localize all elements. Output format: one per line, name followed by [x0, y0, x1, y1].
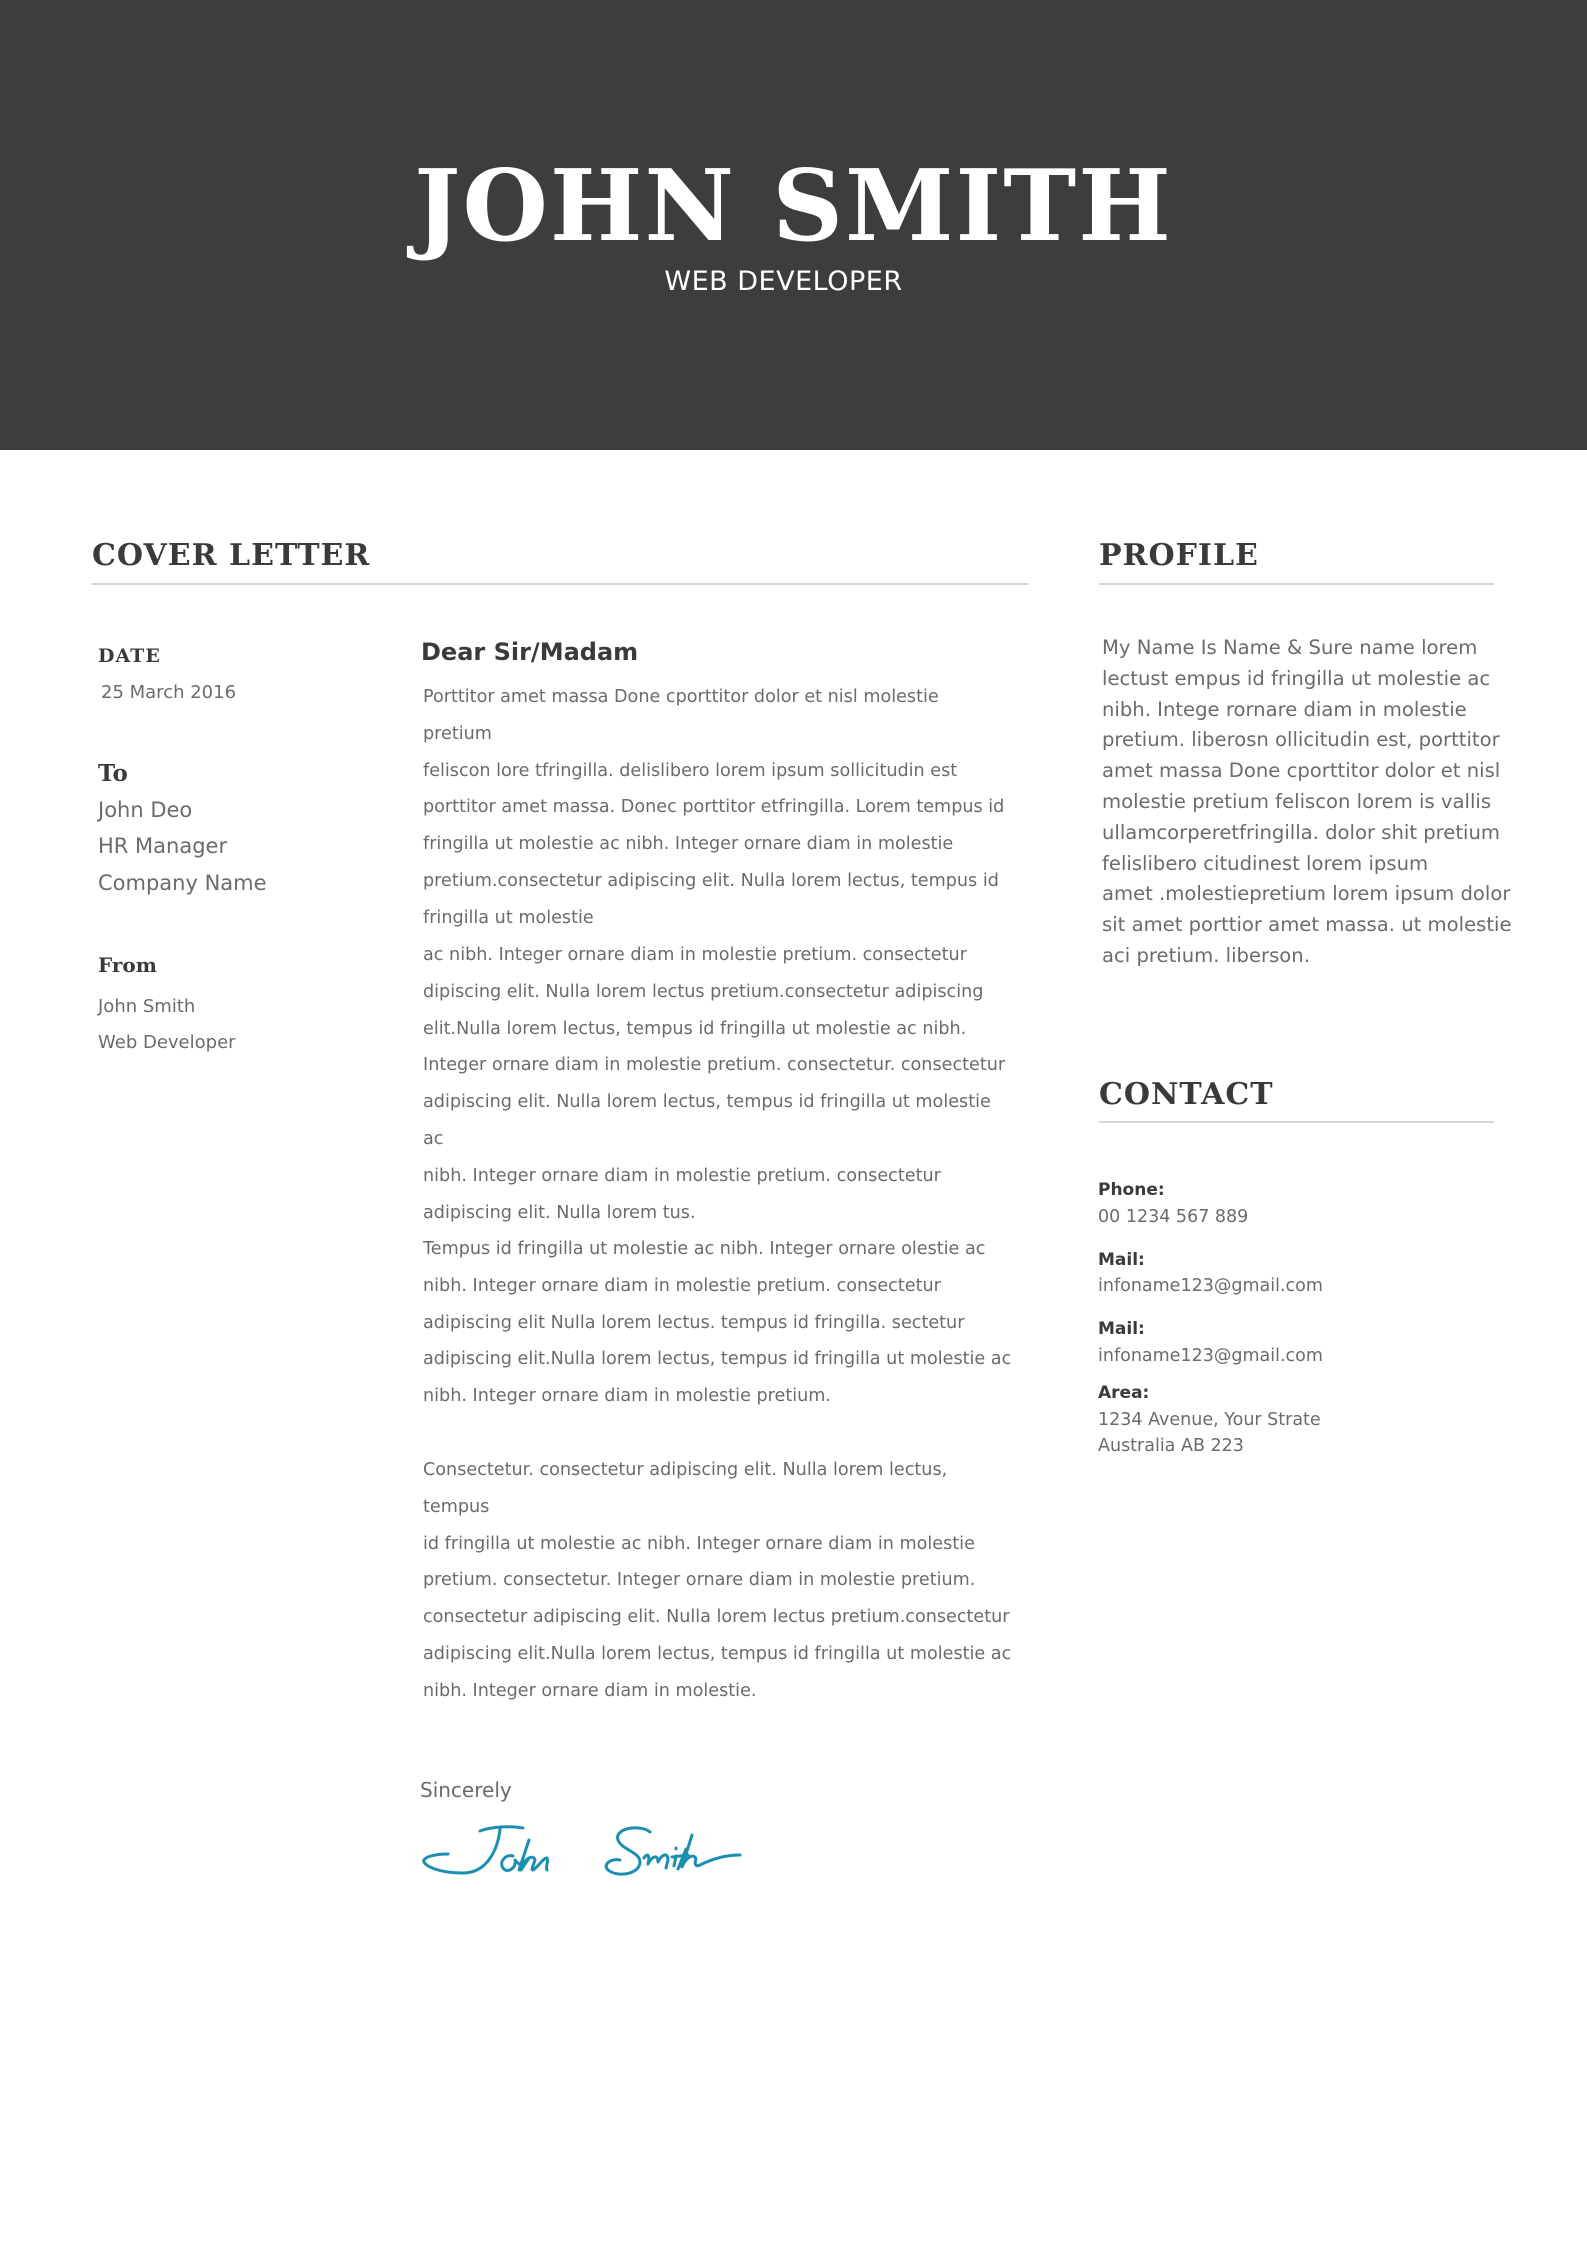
signature-image [418, 1818, 798, 1888]
from-name: John Smith [98, 996, 196, 1017]
profile-divider [1099, 583, 1494, 585]
applicant-name: JOHN SMITH [414, 149, 1173, 264]
to-label: To [98, 760, 128, 787]
date-value: 25 March 2016 [101, 682, 237, 703]
closing: Sincerely [420, 1778, 512, 1802]
contact-divider [1099, 1121, 1494, 1123]
letter-paragraph-1: Porttitor amet massa Done cporttitor dolor et nisl molestie pretium feliscon lore tfringilla. delislibero lorem ipsum sollicitudin est porttitor amet massa. Donec porttitor etfringilla. Lorem tempus id fringilla ut molestie ac nibh. Integer ornare diam in molestie pretium.consectetur adipiscing elit. Nulla lorem lectus, tempus id fringilla ut molestie [423, 687, 1005, 928]
header-banner [0, 0, 1587, 450]
signature-text: John Smith [418, 1818, 424, 1819]
phone-value: 00 1234 567 889 [1098, 1207, 1249, 1227]
profile-text: My Name Is Name & Sure name lorem lectust empus id fringilla ut molestie ac nibh. Intege rornare diam in molestie pretium. liberosn ollicitudin est, porttitor amet massa Done cporttitor dolor et nisl molestie pretium feliscon lorem is vallis ullamcorperetfringilla. dolor shit pretium felislibero citudinest lorem ipsum amet .molestiepretium lorem ipsum dolor sit amet porttior amet massa. ut molestie aci pretium. liberson. [1102, 636, 1512, 967]
area-label: Area: [1098, 1383, 1150, 1403]
mail-value-1: infoname123@gmail.com [1098, 1276, 1323, 1296]
cover-letter-title: COVER LETTER [92, 538, 371, 573]
letter-paragraph-2: ac nibh. Integer ornare diam in molestie pretium. consectetur dipiscing elit. Nulla lorem lectus pretium.consectetur adipiscing elit.Nulla lorem lectus, tempus id fringilla ut molestie ac nibh. Integer ornare diam in molestie pretium. consectetur. consectetur adipiscing elit. Nulla lorem lectus, tempus id fringilla ut molestie ac nibh. Integer ornare diam in molestie pretium. consectetur adipiscing elit. Nulla lorem tus. [423, 945, 1006, 1223]
mail-value-2: infoname123@gmail.com [1098, 1346, 1323, 1366]
date-label: DATE [98, 645, 161, 667]
salutation: Dear Sir/Madam [421, 638, 639, 666]
to-company: Company Name [98, 871, 267, 895]
from-label: From [98, 953, 157, 977]
profile-title: PROFILE [1099, 538, 1259, 573]
cover-letter-divider [92, 583, 1028, 585]
to-name: John Deo [98, 798, 193, 822]
from-title: Web Developer [98, 1032, 236, 1053]
mail-label-1: Mail: [1098, 1250, 1145, 1270]
contact-title: CONTACT [1099, 1077, 1274, 1112]
phone-label: Phone: [1098, 1180, 1165, 1200]
area-value: 1234 Avenue, Your Strate Australia AB 223 [1098, 1410, 1321, 1456]
applicant-role: WEB DEVELOPER [664, 266, 903, 297]
to-title: HR Manager [98, 834, 228, 858]
letter-paragraph-4: Consectetur. consectetur adipiscing elit. Nulla lorem lectus, tempus id fringilla ut molestie ac nibh. Integer ornare diam in molestie pretium. consectetur. Integer ornare diam in molestie pretium. consectetur adipiscing elit. Nulla lorem lectus pretium.consectetur adipiscing elit.Nulla lorem lectus, tempus id fringilla ut molestie ac nibh. Integer ornare diam in molestie. [423, 1460, 1012, 1701]
letter-paragraph-3: Tempus id fringilla ut molestie ac nibh. Integer ornare olestie ac nibh. Integer ornare diam in molestie pretium. consectetur adipiscing elit Nulla lorem lectus. tempus id fringilla. sectetur adipiscing elit.Nulla lorem lectus, tempus id fringilla ut molestie ac nibh. Integer ornare diam in molestie pretium. [423, 1239, 1012, 1407]
mail-label-2: Mail: [1098, 1319, 1145, 1339]
